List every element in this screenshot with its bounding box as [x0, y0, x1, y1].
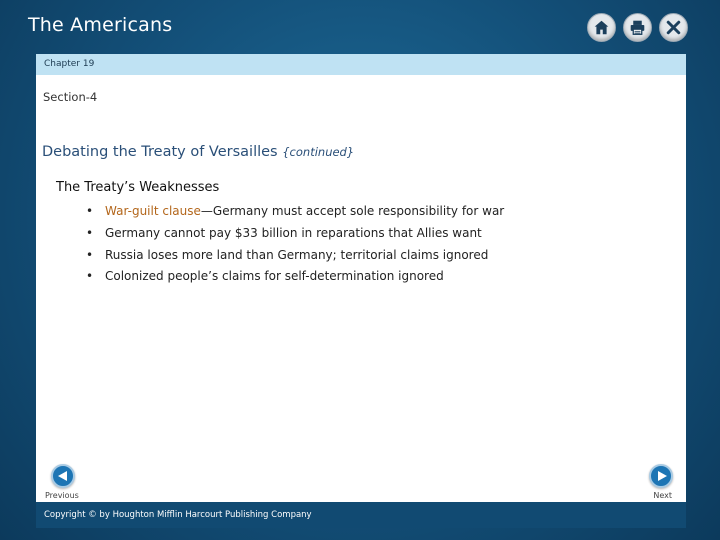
slide-title-text: Debating the Treaty of Versailles — [42, 144, 278, 160]
previous-button[interactable] — [51, 464, 75, 488]
bullet-item — [84, 223, 504, 245]
copyright-footer: Copyright © by Houghton Mifflin Harcourt Publishing Company — [36, 502, 686, 528]
content-panel — [36, 75, 686, 502]
bullet-highlight: War-guilt clause — [105, 204, 201, 218]
sub-heading: The Treaty’s Weaknesses — [56, 180, 220, 195]
home-icon[interactable] — [587, 13, 616, 42]
print-icon[interactable] — [623, 13, 652, 42]
bullet-text: Colonized people’s claims for self-determination ignored — [105, 269, 444, 284]
chapter-bar: Chapter 19 — [36, 54, 686, 75]
bullet-text: Russia loses more land than Germany; territorial claims ignored — [105, 247, 489, 262]
previous-label[interactable]: Previous — [45, 491, 79, 500]
bullet-item — [84, 266, 504, 288]
next-label[interactable]: Next — [653, 491, 672, 500]
bullet-text: Germany cannot pay $33 billion in reparations that Allies want — [105, 225, 482, 240]
bullet-list — [84, 201, 504, 288]
section-label: Section-4 — [43, 90, 98, 104]
bullet-item — [84, 201, 504, 223]
bullet-item — [84, 245, 504, 267]
close-icon[interactable] — [659, 13, 688, 42]
app-title: The Americans — [28, 14, 173, 36]
slide-title-suffix: {continued} — [282, 145, 355, 159]
slide-title — [42, 144, 354, 160]
next-button[interactable] — [649, 464, 673, 488]
bullet-text: —Germany must accept sole responsibility for war — [200, 204, 505, 218]
top-toolbar — [587, 13, 688, 42]
